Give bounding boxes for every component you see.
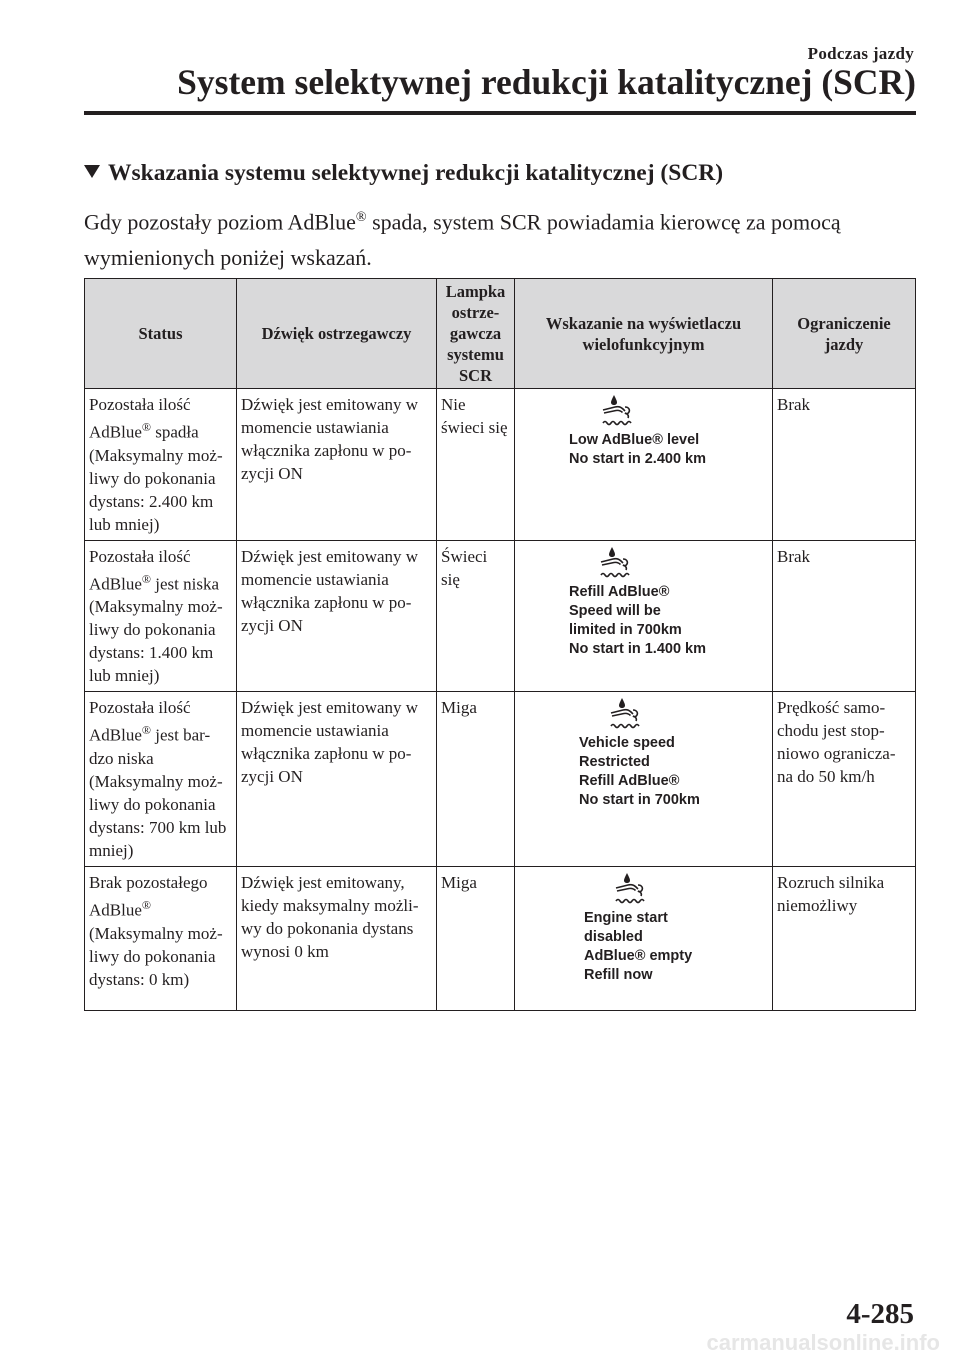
status-text-a: Pozostała ilość AdBlue	[89, 698, 191, 745]
display-message: Vehicle speed Restricted Refill AdBlue® No start in 700km	[579, 735, 700, 809]
table-row	[85, 692, 916, 867]
triangle-down-icon	[84, 165, 100, 178]
title-rule	[84, 111, 916, 115]
scr-indication-table	[84, 278, 916, 1011]
status-text-b: jest niska (Maksymalny moż-liwy do pokonania dystans: 1.400 km lub mniej)	[89, 574, 223, 686]
registered-mark: ®	[141, 571, 152, 586]
cell-display	[515, 389, 773, 541]
table-header-row	[85, 279, 916, 389]
page-title: System selektywnej redukcji katalitycznej (SCR)	[177, 62, 916, 102]
cell-sound: Dźwięk jest emitowany w momencie ustawiania włącznika zapłonu w po-zycji ON	[237, 540, 437, 692]
cell-limit: Rozruch silnika niemożliwy	[773, 866, 916, 1010]
scr-warning-icon	[601, 393, 635, 427]
registered-mark: ®	[355, 210, 367, 225]
cell-lamp: Świeci się	[437, 540, 515, 692]
cell-status	[85, 866, 237, 1010]
display-message: Engine start disabled AdBlue® empty Refill now	[584, 909, 693, 983]
header-limit: Ograniczenie jazdy	[773, 279, 916, 389]
header-status: Status	[85, 279, 237, 389]
registered-mark: ®	[141, 420, 152, 434]
status-text-b: jest bar-dzo niska (Maksymalny moż-liwy do pokonania dystans: 700 km lub mniej)	[89, 725, 227, 860]
header-lamp: Lampka ostrze-gawcza systemu SCR	[437, 279, 515, 389]
watermark: carmanualsonline.info	[706, 1330, 940, 1355]
chapter-label: Podczas jazdy	[807, 44, 914, 63]
scr-warning-icon	[599, 545, 633, 579]
cell-display	[515, 540, 773, 692]
section-heading	[84, 160, 723, 187]
scr-warning-icon	[614, 871, 648, 905]
cell-status	[85, 389, 237, 541]
status-text-a: Pozostała ilość AdBlue	[89, 546, 191, 594]
status-text-b: spadła (Maksymalny moż-liwy do pokonania dystans: 2.400 km lub mniej)	[89, 422, 223, 534]
display-message: Refill AdBlue® Speed will be limited in 700km No start in 1.400 km	[569, 583, 706, 657]
page-number: 4-285	[846, 1298, 914, 1330]
cell-status	[85, 692, 237, 867]
cell-limit: Prędkość samo-chodu jest stop-niowo ogranicza-na do 50 km/h	[773, 692, 916, 867]
cell-lamp: Nie świeci się	[437, 389, 515, 541]
cell-status	[85, 540, 237, 692]
header-display: Wskazanie na wyświetlaczu wielofunkcyjnym	[515, 279, 773, 389]
cell-sound: Dźwięk jest emitowany, kiedy maksymalny możli-wy do pokonania dystans wynosi 0 km	[237, 866, 437, 1010]
table-row	[85, 540, 916, 692]
table-row	[85, 389, 916, 541]
table-row	[85, 866, 916, 1010]
status-text-b: (Maksymalny moż-liwy do pokonania dystans: 0 km)	[89, 923, 223, 989]
display-message: Low AdBlue® level No start in 2.400 km	[569, 432, 706, 467]
status-text-a: Pozostała ilość AdBlue	[89, 395, 191, 442]
registered-mark: ®	[141, 897, 152, 912]
section-heading-text: Wskazania systemu selektywnej redukcji katalitycznej (SCR)	[108, 160, 724, 186]
registered-mark: ®	[141, 723, 152, 738]
cell-lamp: Miga	[437, 866, 515, 1010]
cell-sound: Dźwięk jest emitowany w momencie ustawiania włącznika zapłonu w po-zycji ON	[237, 692, 437, 867]
intro-paragraph	[84, 200, 904, 276]
intro-text-b: spada, system SCR powiadamia kierowcę za pomocą wymienionych poniżej wskazań.	[84, 209, 841, 271]
cell-display	[515, 866, 773, 1010]
header-sound: Dźwięk ostrzegawczy	[237, 279, 437, 389]
cell-sound: Dźwięk jest emitowany w momencie ustawiania włącznika zapłonu w po-zycji ON	[237, 389, 437, 541]
cell-lamp: Miga	[437, 692, 515, 867]
status-text-a: Brak pozostałego AdBlue	[89, 872, 208, 920]
intro-text-a: Gdy pozostały poziom AdBlue	[84, 209, 356, 235]
cell-display	[515, 692, 773, 867]
cell-limit: Brak	[773, 540, 916, 692]
cell-limit: Brak	[773, 389, 916, 541]
scr-warning-icon	[609, 696, 643, 730]
